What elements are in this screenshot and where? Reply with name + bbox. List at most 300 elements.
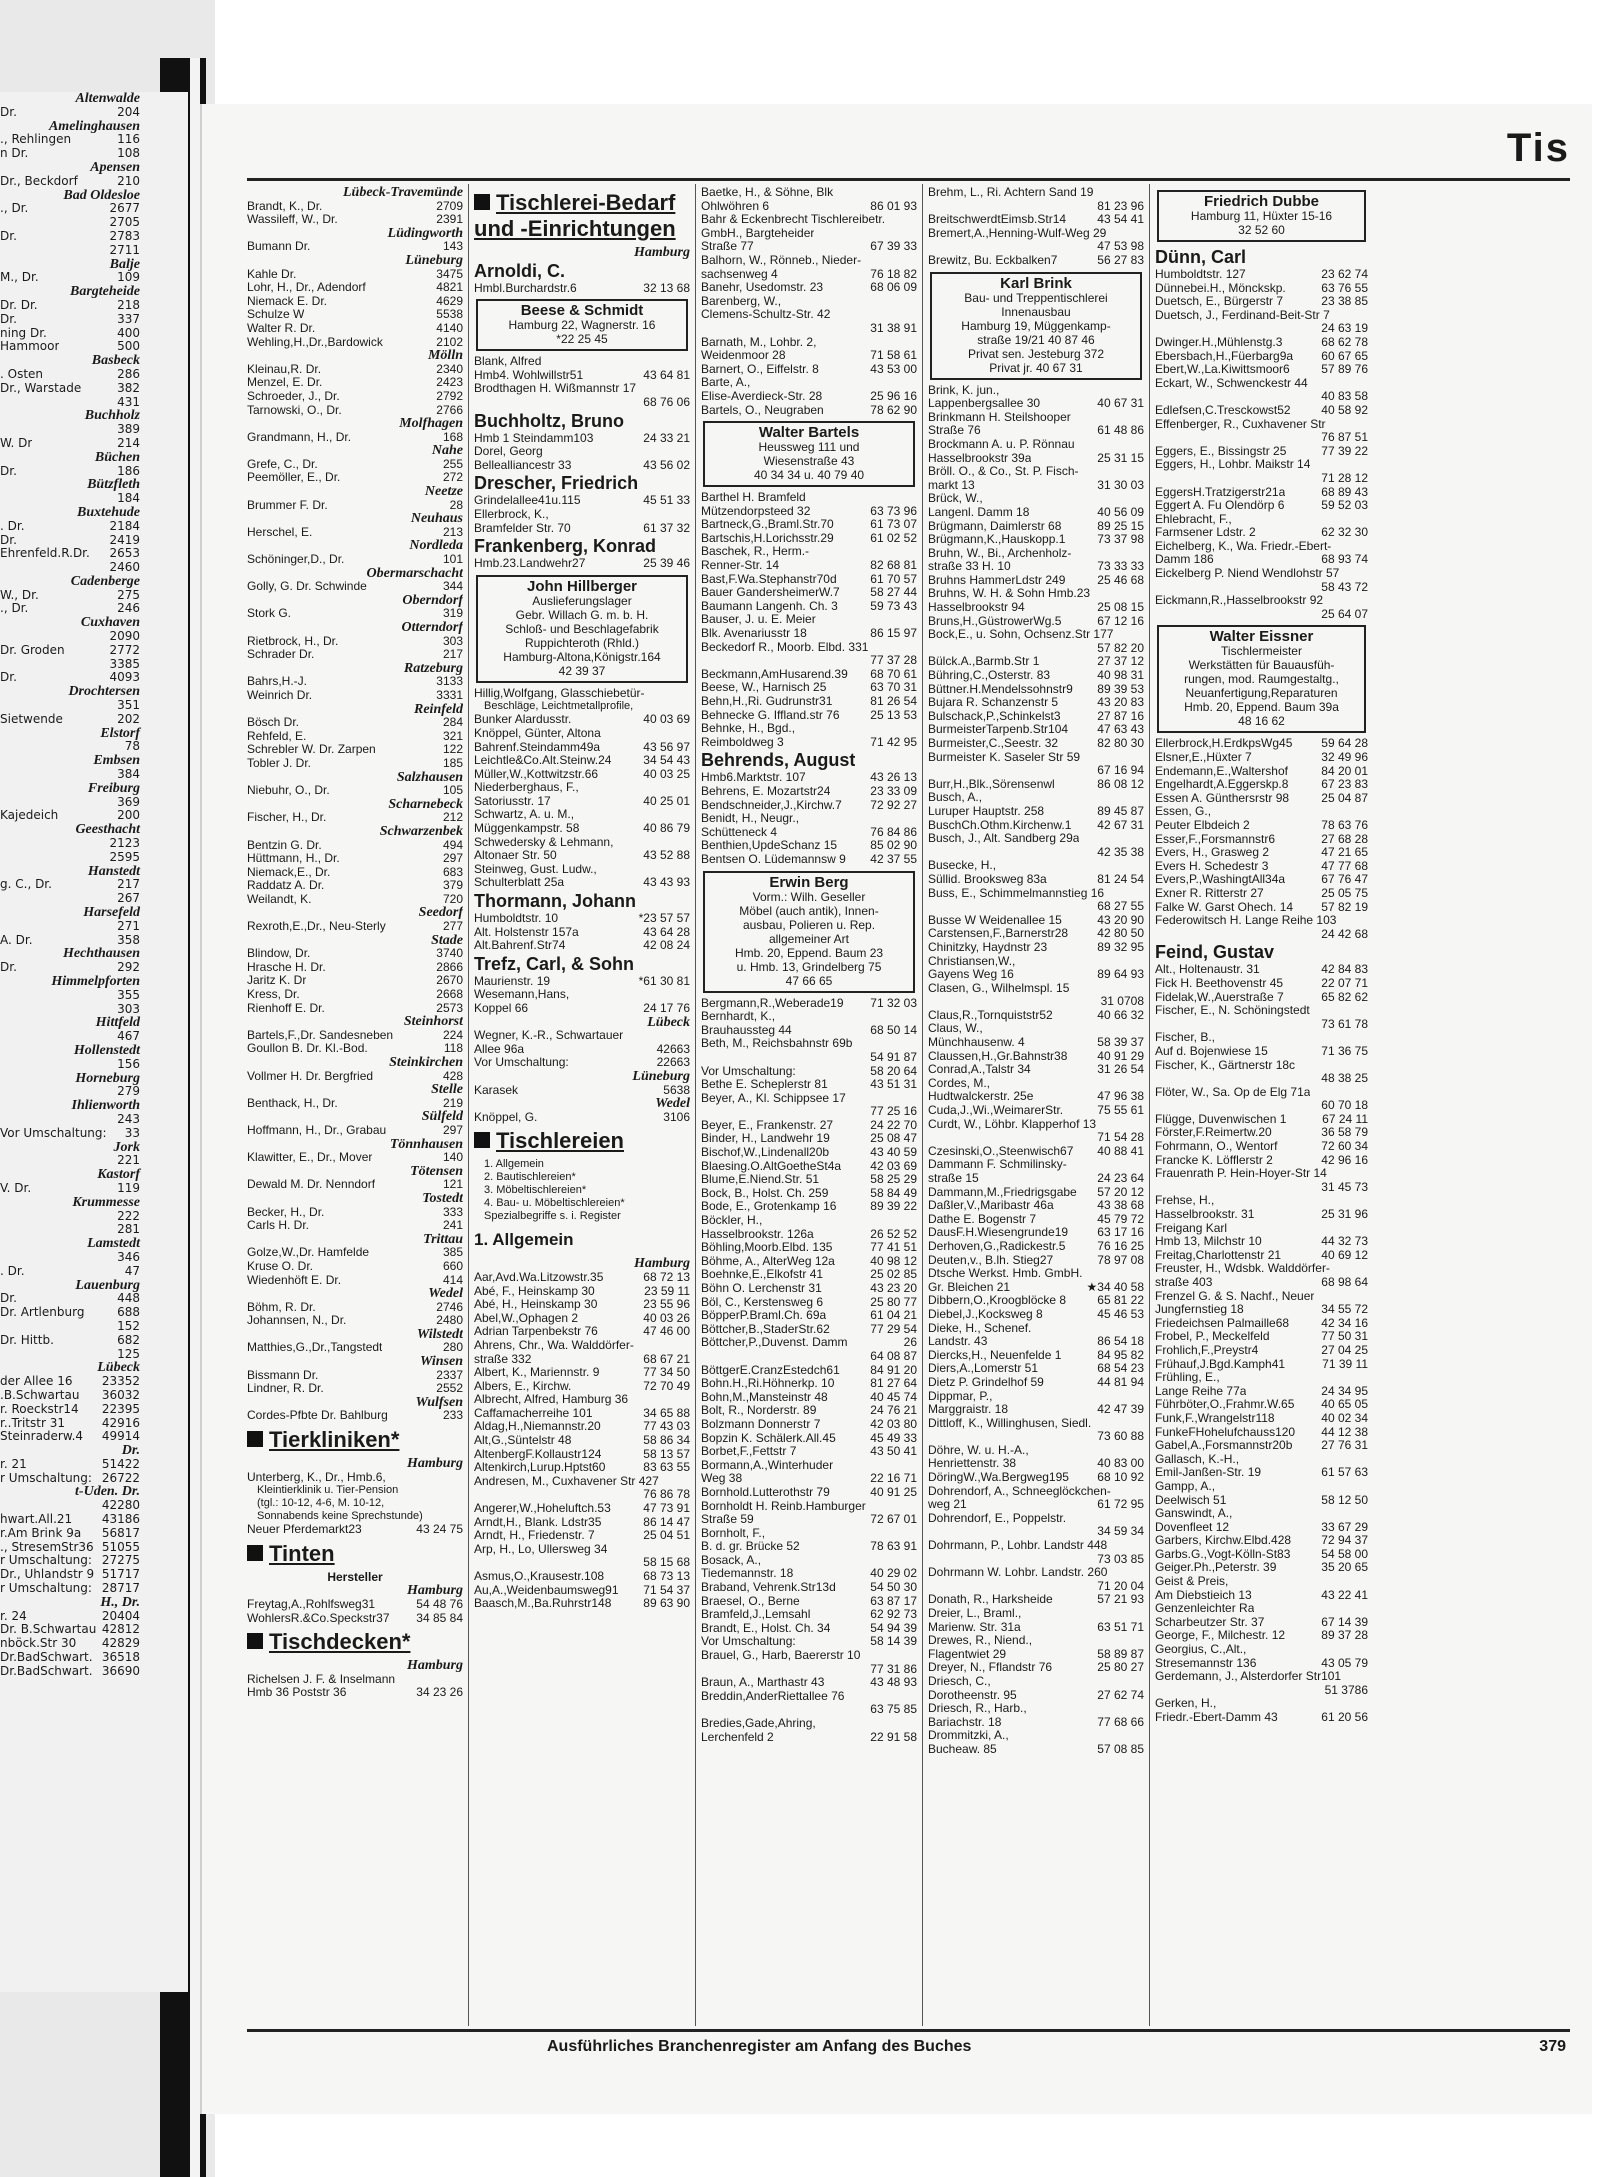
entry-name: Ebersbach,H.,Füerbarg9a (1155, 349, 1294, 363)
entry-name: Cuda,J.,Wi.,WeimarerStr. (928, 1104, 1064, 1118)
entry-phone (1140, 1607, 1144, 1621)
directory-entry (701, 1486, 917, 1500)
entry-phone: 3106 (663, 1110, 690, 1124)
entry-name: Hudtwalckerstr. 25e (928, 1090, 1034, 1104)
entry-name: Arndt, H., Friedenstr. 7 (474, 1529, 595, 1543)
entry-phone: 51 3786 (1324, 1683, 1368, 1697)
directory-entry (701, 997, 917, 1011)
entry-phone: 275 (117, 588, 140, 602)
directory-entry (701, 1078, 917, 1092)
entry-phone: 2391 (436, 213, 463, 227)
directory-entry (701, 1160, 917, 1174)
page-footer (247, 2029, 1570, 2060)
place-heading: Hechthausen (62, 946, 140, 962)
entry-phone: 76 86 78 (643, 1488, 690, 1502)
entry-name: Driesch, R., Harb., (928, 1702, 1027, 1716)
entry-phone: 43 26 13 (870, 771, 917, 785)
directory-entry (1155, 873, 1368, 887)
directory-entry (1155, 282, 1368, 296)
entry-phone (1140, 791, 1144, 805)
directory-entry (928, 1430, 1144, 1444)
entry-name: . Osten (0, 367, 44, 381)
entry-name: Braesel, O., Berne (701, 1594, 800, 1608)
directory-entry (474, 396, 690, 410)
entry-phone: 36032 (101, 1388, 140, 1402)
directory-entry (0, 1182, 140, 1196)
entry-phone: 25 08 15 (1097, 601, 1144, 615)
entry-phone: 384 (117, 768, 140, 782)
entry-name: Am Diebstieich 13 (1155, 1588, 1252, 1602)
entry-name: Claussen,H.,Gr.Bahnstr38 (928, 1049, 1068, 1063)
entry-phone: 3385 (109, 657, 140, 671)
directory-entry (1155, 860, 1368, 874)
directory-entry (701, 1282, 917, 1296)
directory-entry (701, 1581, 917, 1595)
entry-phone: 83 63 55 (643, 1461, 690, 1475)
entry-phone: 81 26 54 (870, 695, 917, 708)
entry-phone: 40 88 41 (1097, 1144, 1144, 1158)
entry-phone: 3331 (436, 688, 463, 702)
directory-entry (1155, 390, 1368, 404)
entry-name: Lindner, R. Dr. (247, 1382, 324, 1396)
entry-phone: 344 (442, 580, 463, 594)
directory-entry (701, 627, 917, 641)
entry-phone: 23 33 09 (870, 784, 917, 798)
entry-name: Elsner,E.,Hüxter 7 (1155, 751, 1252, 765)
entry-name: Dammann F. Schmilinsky- (928, 1158, 1067, 1172)
advert-line: Auslieferungslager (532, 593, 632, 608)
directory-entry (0, 1348, 140, 1362)
entry-phone: 40 03 25 (643, 767, 690, 781)
entry-name: Niebuhr, O., Dr. (247, 784, 330, 798)
entry-phone (1140, 1485, 1144, 1499)
directory-entry (474, 863, 690, 877)
entry-name: Weg 38 (701, 1472, 743, 1486)
entry-phone: 25 31 96 (1321, 1208, 1368, 1222)
entry-phone: 40 65 05 (1321, 1398, 1368, 1412)
entry-name: Dreier, L., Braml., (928, 1607, 1022, 1620)
directory-entry (474, 1111, 690, 1125)
entry-name: Federowitsch H. Lange Reihe 103 (1155, 914, 1337, 928)
entry-phone: 67 24 11 (1322, 1112, 1368, 1126)
entry-name: Scharbeutzer Str. 37 (1155, 1615, 1265, 1629)
entry-phone: 61 70 57 (870, 572, 917, 586)
directory-entry (701, 1432, 917, 1446)
entry-phone: 243 (117, 1112, 140, 1126)
directory-entry (928, 547, 1144, 561)
entry-phone (913, 1092, 917, 1106)
entry-phone: 42829 (101, 1637, 140, 1651)
place-heading: Steinhorst (403, 1014, 463, 1030)
entry-phone: 77 37 28 (870, 654, 917, 668)
entry-phone: 40 03 26 (643, 1311, 690, 1325)
directory-entry (0, 989, 140, 1003)
entry-name: ., StresemStr36 (0, 1540, 94, 1554)
entry-phone: 63 76 55 (1321, 281, 1368, 295)
entry-phone: 24 34 95 (1321, 1384, 1368, 1398)
entry-name: BöpperP.Braml.Ch. 69a (701, 1309, 827, 1323)
entry-phone: 31 26 54 (1097, 1063, 1144, 1077)
entry-name: Straße 77 (701, 240, 754, 254)
entry-name: Alt. Holstenstr 157a (474, 925, 579, 939)
directory-entry (247, 1029, 463, 1043)
directory-entry (247, 1471, 463, 1485)
entry-phone: 280 (442, 1341, 463, 1355)
directory-entry (928, 723, 1144, 737)
entry-phone: 65 82 62 (1321, 990, 1368, 1004)
directory-entry (928, 751, 1144, 765)
entry-phone: 51717 (101, 1568, 140, 1582)
advert-title: John Hillberger (526, 577, 638, 595)
place-heading: Amelinghausen (48, 118, 140, 134)
entry-phone: 76 18 82 (870, 267, 917, 281)
entry-phone: 47 (124, 1264, 140, 1278)
entry-phone: 2123 (109, 837, 140, 851)
directory-entry (474, 687, 690, 701)
entry-name: Dovenfleet 12 (1155, 1520, 1230, 1534)
entry-phone: 67 12 16 (1097, 614, 1144, 628)
entry-name: Diercks,H., Neuenfelde 1 (928, 1348, 1062, 1362)
entry-phone: 25 05 75 (1321, 886, 1368, 900)
entry-name: Flügge, Duvenwischen 1 (1155, 1112, 1287, 1126)
entry-phone: 40 02 34 (1321, 1411, 1368, 1425)
directory-entry (0, 1458, 140, 1472)
directory-entry (0, 768, 140, 782)
directory-entry (0, 1320, 140, 1334)
entry-name: Marienw. Str. 31a (928, 1620, 1021, 1634)
entry-phone: 42 34 16 (1321, 1316, 1368, 1330)
entry-name: Dwinger.H.,Mühlenstg.3 (1155, 335, 1283, 349)
entry-name: Dr., Uhlandstr 9 (0, 1568, 95, 1582)
entry-name: Evers,P.,WashingtAll34a (1155, 873, 1286, 887)
entry-name: Dr. (0, 1292, 17, 1306)
directory-entry (474, 754, 690, 768)
directory-entry (928, 1104, 1144, 1118)
entry-name: Weidenmoor 28 (701, 349, 786, 363)
entry-name: Ellerbrock,H.ErdkpsWg45 (1155, 737, 1293, 751)
entry-phone (686, 727, 690, 741)
entry-name: Bethe E. Scheplerstr 81 (701, 1078, 828, 1092)
advert-title: Walter Eissner (1209, 628, 1314, 646)
entry-name: Essen, G., (1155, 805, 1212, 819)
entry-name: Banehr, Usedomstr. 23 (701, 281, 824, 295)
directory-entry (247, 1274, 463, 1288)
entry-name: Beckmann,AmHusarend.39 (701, 667, 848, 681)
entry-name: Bohn,M.,Mansteinstr 48 (701, 1390, 828, 1404)
directory-entry (928, 642, 1144, 656)
directory-entry (0, 1085, 140, 1099)
entry-phone: 84 91 20 (870, 1363, 917, 1377)
entry-name: Bruns,H.,GüstrowerWg.5 (928, 614, 1062, 628)
directory-entry (0, 740, 140, 754)
entry-phone: 40 83 58 (1321, 390, 1368, 404)
entry-name: Blindow, Dr. (247, 947, 311, 961)
directory-entry (928, 669, 1144, 683)
place-heading: Ratzeburg (403, 660, 463, 676)
entry-name: Bernhardt, K., (701, 1010, 776, 1024)
entry-phone: 81 24 54 (1097, 872, 1144, 886)
entry-name: Blume,E.Niend.Str. 51 (701, 1173, 820, 1187)
entry-phone: 42 47 39 (1097, 1403, 1144, 1417)
place-heading: Harsefeld (83, 905, 140, 921)
directory-entry (701, 1703, 917, 1717)
directory-entry (247, 281, 463, 295)
entry-phone: 31 38 91 (870, 321, 917, 335)
entry-name: Bock, B., Holst. Ch. 259 (701, 1186, 829, 1200)
entry-name: Beyer, A., Kl. Schippsee 17 (701, 1091, 846, 1105)
entry-name: Bramfeld,J.,Lemsahl (701, 1608, 811, 1622)
entry-name: Endemann,E.,Waltershof (1155, 764, 1288, 778)
directory-entry (0, 1541, 140, 1555)
directory-entry (1155, 513, 1368, 527)
directory-entry (247, 961, 463, 975)
entry-phone (913, 722, 917, 736)
entry-name: Fischer, E., N. Schöningstedt (1155, 1004, 1310, 1018)
entry-phone: 75 55 61 (1097, 1104, 1144, 1118)
directory-entry (928, 628, 1144, 642)
directory-entry (1155, 833, 1368, 847)
directory-entry (0, 1127, 140, 1141)
directory-entry (0, 230, 140, 244)
entry-name: Bruhns HammerLdstr 249 (928, 573, 1066, 587)
entry-name: Frühauf,J.Bgd.Kamph41 (1155, 1357, 1286, 1371)
entry-phone: 78 63 91 (870, 1540, 917, 1554)
entry-name: Frenzel G. & S. Nachf., Neuer (1155, 1289, 1315, 1303)
directory-entry (928, 1267, 1144, 1281)
entry-name: Bulschack,P.,Schinkelst3 (928, 709, 1061, 723)
entry-phone: 105 (442, 784, 463, 798)
entry-name: Brehm, L., Ri. Achtern Sand 19 (928, 186, 1094, 199)
entry-phone: 25 96 16 (870, 389, 917, 403)
entry-phone: 213 (442, 525, 463, 539)
advert-title: Walter Bartels (758, 424, 860, 442)
entry-name: Duetsch, E., Bürgerstr 7 (1155, 295, 1284, 309)
directory-entry (247, 839, 463, 853)
entry-name: Hillig,Wolfgang, Glasschiebetür- (474, 686, 645, 700)
directory-entry (0, 465, 140, 479)
category-marker-icon (474, 194, 490, 210)
entry-name: Dr. (0, 229, 17, 243)
directory-entry (701, 1092, 917, 1106)
entry-phone: 33 (124, 1126, 140, 1140)
entry-name: Eickelberg P. Niend Wendlohstr 57 (1155, 567, 1340, 581)
directory-entry (0, 878, 140, 892)
entry-name: Vor Umschaltung: (0, 1126, 107, 1140)
directory-entry (474, 410, 690, 432)
entry-name: Wiedenhöft E. Dr. (247, 1273, 342, 1287)
directory-entry (701, 1567, 917, 1581)
entry-name: Au,A.,Weidenbaumsweg91 (474, 1583, 619, 1597)
advert-box (476, 575, 688, 683)
entry-phone (1364, 805, 1368, 819)
directory-entry (701, 1187, 917, 1201)
entry-name: Blaesing.O.AltGoetheSt4a (701, 1159, 842, 1173)
directory-entry (0, 1403, 140, 1417)
entry-phone (1364, 1453, 1368, 1467)
entry-phone: 118 (443, 1042, 463, 1056)
directory-entry (0, 313, 140, 327)
entry-name: Dünnebei.H., Mönckskp. (1155, 281, 1286, 295)
directory-entry (247, 322, 463, 336)
entry-name: Kahle Dr. (247, 267, 297, 281)
entry-phone (1140, 1267, 1144, 1281)
entry-name: FunkeFHohelufchauss120 (1155, 1425, 1296, 1439)
place-heading: Sülfeld (421, 1109, 463, 1125)
entry-phone: 71 54 37 (643, 1583, 690, 1597)
entry-phone: 58 27 44 (870, 586, 917, 600)
directory-entry (928, 1675, 1144, 1689)
entry-name: Steinraderw.4 (0, 1430, 84, 1444)
directory-entry (1155, 977, 1368, 991)
entry-phone (1364, 513, 1368, 527)
entry-name: r Umschaltung: (0, 1471, 92, 1485)
entry-phone: 57 20 12 (1097, 1185, 1144, 1199)
entry-phone (1364, 1167, 1368, 1181)
entry-phone: 2480 (436, 1314, 463, 1328)
entry-name: Behrens, E. Mozartstr24 (701, 784, 831, 798)
entry-phone: 77 31 86 (870, 1662, 917, 1676)
directory-entry (701, 1527, 917, 1541)
directory-entry (0, 961, 140, 975)
directory-entry (1155, 901, 1368, 915)
directory-entry (1155, 1602, 1368, 1616)
entry-phone: 2573 (436, 1001, 463, 1015)
entry-phone: 140 (442, 1151, 463, 1165)
entry-name: Brauel, G., Harb, Baererstr 10 (701, 1649, 861, 1663)
place-heading: Dr. (121, 1443, 140, 1459)
entry-name: Niemack E. Dr. (247, 294, 328, 308)
entry-name: Garbers, Kirchw.Elbd.428 (1155, 1534, 1292, 1548)
entry-phone (913, 1554, 917, 1568)
entry-phone: 22395 (101, 1402, 140, 1416)
directory-entry (701, 1228, 917, 1242)
directory-entry (247, 716, 463, 730)
directory-entry (701, 1024, 917, 1038)
place-heading: Tostedt (422, 1190, 463, 1206)
entry-phone (686, 445, 690, 459)
entry-phone: 303 (117, 1002, 140, 1016)
directory-entry (701, 853, 917, 867)
directory-entry (928, 1063, 1144, 1077)
entry-name: Dohrendorf, A., Schneeglöckchen- (928, 1484, 1111, 1498)
entry-name: Brück, W., (928, 492, 983, 506)
entry-name: Breddin,AnderRiettallee 76 (701, 1689, 845, 1703)
entry-phone: 200 (117, 809, 140, 823)
entry-name: BreitschwerdtEimsb.Str14 (928, 213, 1067, 227)
directory-entry (247, 1686, 463, 1700)
directory-entry (928, 1390, 1144, 1404)
entry-phone: 660 (442, 1259, 463, 1273)
entry-name: Albert, K., Mariennstr. 9 (474, 1366, 600, 1380)
directory-entry (0, 630, 140, 644)
entry-name: Freitag,Charlottenstr 21 (1155, 1248, 1282, 1262)
place-heading: Hittfeld (95, 1015, 140, 1031)
entry-name: Bahrenf.Steindamm49a (474, 740, 601, 754)
directory-entry (701, 613, 917, 627)
entry-phone: 89 63 90 (643, 1597, 690, 1611)
directory-entry (1155, 1385, 1368, 1399)
place-heading: Winsen (419, 1354, 463, 1370)
entry-phone: 42 35 38 (1097, 845, 1144, 859)
directory-entry (1155, 751, 1368, 765)
entry-phone: 40 29 02 (870, 1567, 917, 1581)
entry-phone (1140, 1539, 1144, 1553)
directory-entry (701, 1459, 917, 1473)
entry-phone (686, 535, 690, 557)
entry-phone: 77 50 31 (1321, 1330, 1368, 1344)
directory-entry (928, 900, 1144, 914)
entry-phone: 214 (117, 436, 140, 450)
entry-phone: 42916 (101, 1416, 140, 1430)
directory-entry (1155, 1072, 1368, 1086)
directory-entry (0, 796, 140, 810)
entry-name: Bormann,A.,Winterhuder (701, 1458, 834, 1472)
entry-name: Vor Umschaltung: (701, 1635, 796, 1649)
entry-phone: 3133 (436, 675, 463, 689)
entry-name: Satoriusstr. 17 (474, 794, 551, 808)
advert-line: Privat sen. Jesteburg 372 (967, 346, 1105, 361)
directory-entry (928, 1172, 1144, 1186)
directory-entry (0, 1472, 140, 1486)
directory-entry (1155, 268, 1368, 282)
directory-entry (928, 560, 1144, 574)
directory-entry (247, 811, 463, 825)
entry-name: Alt., Holtenaustr. 31 (1155, 963, 1260, 977)
entry-phone (913, 376, 917, 390)
entry-name: Borbet,F.,Fettstr 7 (701, 1445, 797, 1459)
entry-phone: *61 30 81 (638, 974, 690, 988)
directory-entry (247, 879, 463, 893)
directory-entry (474, 912, 690, 926)
directory-entry (0, 1030, 140, 1044)
directory-entry (0, 1623, 140, 1637)
entry-phone: 5538 (436, 308, 463, 322)
entry-name: weg 21 (928, 1498, 967, 1512)
entry-phone (913, 1649, 917, 1663)
entry-phone (1140, 492, 1144, 506)
entry-name: George, F., Milchestr. 12 (1155, 1629, 1286, 1643)
entry-name: Bendschneider,J.,Kirchw.7 (701, 798, 842, 812)
entry-phone: 319 (442, 607, 463, 621)
directory-entry (0, 216, 140, 230)
entry-phone (686, 1543, 690, 1557)
place-heading: Seedorf (418, 905, 463, 921)
directory-entry (928, 492, 1144, 506)
directory-entry (0, 1499, 140, 1513)
entry-name: Brodthagen H. Wißmannstr 17 (474, 382, 637, 396)
directory-entry (928, 601, 1144, 615)
entry-name: Brügmann, Daimlerstr 68 (928, 519, 1062, 533)
entry-name: Bucheaw. 85 (928, 1742, 997, 1756)
directory-entry (928, 1729, 1144, 1743)
entry-note: Kleintierklinik u. Tier-Pension (257, 1484, 399, 1497)
entry-name: Hmb4. Wohlwillstr51 (474, 368, 584, 382)
entry-phone (1140, 1634, 1144, 1648)
place-heading: Wedel (655, 1096, 690, 1112)
entry-phone: 428 (442, 1069, 463, 1083)
entry-phone (913, 1527, 917, 1541)
entry-phone: 49914 (101, 1430, 140, 1444)
directory-entry (0, 934, 140, 948)
entry-name: Golze,W.,Dr. Hamfelde (247, 1246, 370, 1260)
entry-name: W., Dr. (0, 588, 39, 602)
place-heading: Himmelpforten (51, 974, 140, 989)
directory-entry (247, 213, 463, 227)
entry-name: Behnecke G. Iffland.str 76 (701, 708, 840, 722)
entry-name: Eickmann,R.,Hasselbrookstr 92 (1155, 594, 1324, 608)
entry-name: Conrad,A.,Talstr 34 (928, 1063, 1031, 1077)
directory-entry (247, 1246, 463, 1260)
